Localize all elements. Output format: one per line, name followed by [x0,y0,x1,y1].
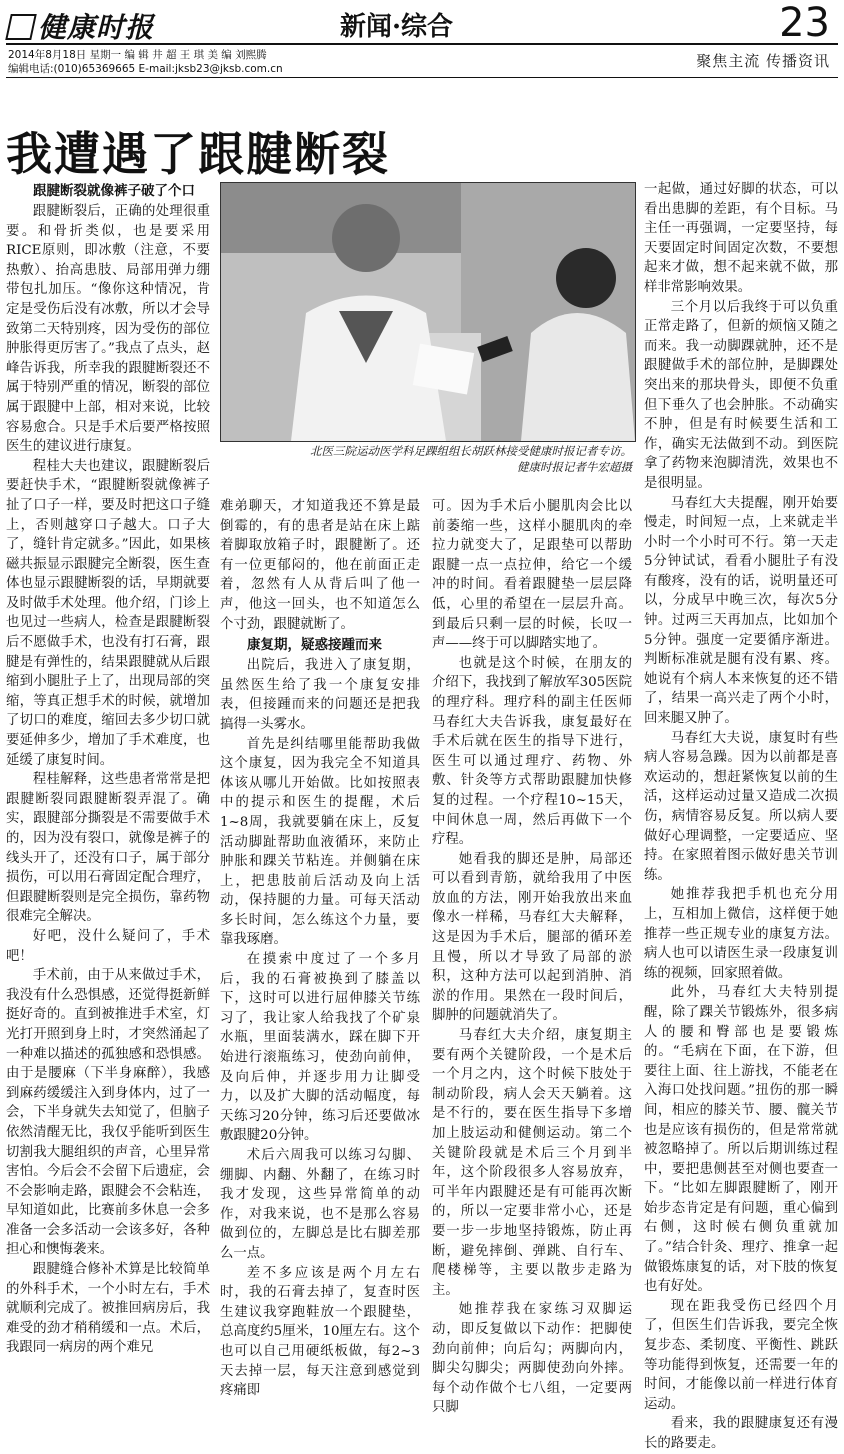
editor-contact: 编辑电话:(010)65369665 E-mail:jksb23@jksb.com.cn [8,63,283,75]
article-paragraph: 此外，马春红大夫特别提醒，除了踝关节锻炼外，很多病人的腰和臀部也是要锻炼的。“毛病在下面，在下游，但要往上面、往上游找，不能老在入海口处找问题。”扭伤的那一瞬间，相应的膝关节、腰、髋关节也是应该有损伤的，但是常常就被忽略掉了。所以后期训练过程中，要把患侧甚至对侧也要查一下。“比如左脚跟腱断了，刚开始步态肯定是有问题，重心偏到右侧，这时候右侧负重就加了。”结合针灸、理疗、推拿一起做锻炼康复的话，对下肢的恢复也有好处。 [644,985,838,1295]
article-paragraph: 跟腱缝合修补术算是比较简单的外科手术，一个小时左右，手术就顺利完成了。被推回病房后，我难受的劲才稍稍缓和一点。术后，我跟同一病房的两个难兄 [6,1262,210,1356]
article-paragraph: 马春红大夫提醒，刚开始要慢走，时间短一点，上来就走半小时一个小时可不行。第一天走5分钟试试，看看小腿肚子有没有酸疼，没有的话，说明量还可以，分成早中晚三次，每次5分钟。过两三天再加点，比如加个5分钟。强度一定要循序渐进。判断标准就是腿有没有累、疼。她说有个病人本来恢复的还不错了，结果一高兴走了两个小时，回来腿又肿了。 [644,495,838,727]
photo-caption-line: 北医三院运动医学科足踝组组长胡跃林接受健康时报记者专访。 [310,444,632,458]
article-paragraph: 程桂解释，这些患者常常是把跟腱断裂同跟腱断裂弄混了。确实，跟腱部分撕裂是不需要做手术的，因为没有裂口，就像是裤子的线头开了，还没有口子，属于部分损伤，可以用石膏固定配合理疗，但跟腱断裂则是完全损伤，靠药物很难完全解决。 [6,772,210,925]
article-paragraph: 她看我的脚还是肿，局部还可以看到青筋，就给我用了中医放血的方法，刚开始我放出来血像水一样稀，马春红大夫解释，这是因为手术后，腿部的循环差且慢，所以才导致了局部的淤积，这种方法可以起到消肿、消淤的作用。果然在一段时间后，脚肿的问题就消失了。 [432,851,632,1024]
article-paragraph: 出院后，我进入了康复期，虽然医生给了我一个康复安排表，但接踵而来的问题还是把我搞得一头雾水。 [220,658,420,732]
article-paragraph: 好吧，没什么疑问了，手术吧！ [6,928,210,964]
section-slogan: 聚焦主流 传播资讯 [696,52,830,70]
article-paragraph: 也就是这个时候，在朋友的介绍下，我找到了解放军305医院的理疗科。理疗科的副主任医师马春红大夫告诉我，康复最好在手术后就在医生的指导下进行，医生可以通过理疗、药物、外敷、针灸等方式帮助跟腱加快修复的过程。一个疗程10~15天，中间休息一周，然后再做下一个疗程。 [432,655,632,848]
section-name: 新闻·综合 [340,12,454,42]
masthead [0,0,844,78]
article-paragraph: 术后六周我可以练习勾脚、绷脚、内翻、外翻了，在练习时我才发现，这些异常简单的动作，对我来说，也不是那么容易做到位的，左脚总是比右脚差那么一点。 [220,1148,420,1261]
article-photo [220,182,636,442]
article-paragraph: 她推荐我在家练习双脚运动，即反复做以下动作：把脚使劲向前伸；向后勾；两脚向内，脚尖勾脚尖；两脚使劲向外摔。每个动作做个七八组，一定要两只脚 [432,1302,632,1416]
section-subheading: 跟腱断裂就像裤子破了个口 [33,183,195,199]
article-paragraph: 三个月以后我终于可以负重正常走路了，但新的烦恼又随之而来。我一动脚踝就肿，还不是跟腱做手术的部位肿，是脚踝处突出来的那块骨头，即便不负重但下垂久了也会肿胀。不动确实不肿，但是有时候要生活和工作，确实无法做到不动。到医院拿了药物来泡脚清洗，效果也不是很明显。 [644,299,838,491]
article-paragraph: 跟腱断裂后，正确的处理很重要。和骨折类似，也是要采用RICE原则，即冰敷（注意，不要热敷）、抬高患肢、局部用弹力绷带包扎加压。“像你这种情况，肯定是受伤后没有冰敷，所以才会导致第二天特别疼，因为受伤的部位肿胀得更厉害了。”我点了点头，赵峰告诉我，所幸我的跟腱断裂还不属于特别严重的情况，断裂的部位属于跟腱中上部，相对来说，比较容易愈合。只是手术后要严格按照医生的建议进行康复。 [6,204,210,455]
article-column-2 [220,497,420,1399]
article-paragraph: 程桂大夫也建议，跟腱断裂后要赶快手术，“跟腱断裂就像裤子扯了口子一样，要及时把这口子缝上，否则越穿口子越大。口子大了，缝针肯定就多。”因此，如果核磁共振显示跟腱完全断裂，医生查体也显示跟腱断裂的话，早期就要及时做手术处理。他介绍，门诊上也见过一些病人，检查是跟腱断裂后不愿做手术，也没有打石膏，跟腱是有弹性的，结果跟腱就从后跟缩到小腿肚子上了，出现局部的突缩，等真正想手术的时候，就增加了切口的难度，缩回去多少切口就要延伸多少，增加了手术难度，也延缓了康复时间。 [6,458,210,768]
newspaper-logo [8,6,154,46]
article-paragraph: 一起做，通过好脚的状态，可以看出患脚的差距，有个目标。马主任一再强调，一定要坚持，每天要固定时间固定次数，不要想起来才做，想不起来就不做，那样非常影响效果。 [644,182,838,295]
article-paragraph: 马春红大夫介绍，康复期主要有两个关键阶段，一个是术后一个月之内，这个时候下肢处于制动阶段，病人会天天躺着。这是不行的，要在医生指导下多增加上肢运动和健侧运动。第二个关键阶段就是术后三个月到半年，这个阶段很多人容易放弃，可半年内跟腱还是有可能再次断的，所以一定要非常小心，还是要一步一步地坚持锻炼，防止再断，避免摔倒、弹跳、自行车、爬楼梯等，主要以散步走路为主。 [432,1028,632,1298]
article-paragraph: 差不多应该是两个月左右时，我的石膏去掉了，复查时医生建议我穿跑鞋放一个跟腱垫，总高度约5厘米，10厘左右。这个也可以自己用硬纸板做，每2~3天去掉一层，每天注意到感觉到疼痛即 [220,1265,420,1399]
photo-credit: 健康时报记者牛宏超摄 [517,460,632,474]
logo-text: 健康时报 [38,11,155,44]
masthead-rule [6,43,838,45]
article-paragraph: 现在距我受伤已经四个月了，但医生们告诉我，要完全恢复步态、柔韧度、平衡性、跳跃等功能得到恢复，还需要一年的时间，才能像以前一样进行体育运动。 [644,1298,838,1412]
section-subheading: 康复期，疑惑接踵而来 [247,637,382,654]
article-paragraph: 在摸索中度过了一个多月后，我的石膏被换到了膝盖以下，这时可以进行屈伸膝关节练习了，我让家人给我找了个矿泉水瓶，里面装满水，踩在脚下开始进行滚瓶练习，使劲向前伸，及向后伸，并逐步用力让脚受力，以及扩大脚的活动幅度，每天练习20分钟，练习后还要做冰敷跟腱20分钟。 [220,952,420,1144]
article-column-4 [644,180,838,1451]
article-headline: 我遭遇了跟腱断裂 [6,126,390,181]
page-number: 23 [779,0,830,46]
article-column-1 [6,180,210,1356]
issue-date-editors: 2014年8月18日 星期一 编 辑 井 超 王 琪 美 编 刘熙腾 [8,49,267,61]
article-paragraph: 看来，我的跟腱康复还有漫长的路要走。 [644,1416,838,1451]
article-paragraph: 手术前，由于从来做过手术，我没有什么恐惧感，还觉得挺新鲜挺好奇的。直到被推进手术室，灯光打开照到身上时，才突然涌起了一种难以描述的孤独感和恐惧感。由于是腰麻（下半身麻醉），我感到麻药缓缓注入到身体内，过了一会，下半身就失去知觉了，但脑子依然清醒无比，我仅乎能听到医生切割我大腿组织的声音，心里异常害怕。今后会不会留下后遗症，会不会影响走路，跟腱会不会粘连，早知道如此，比赛前多休息一会多准备一会多活动一会该多好，各种担心和懊悔袭来。 [6,968,210,1258]
photo-caption [222,443,632,475]
article-column-3 [432,497,632,1416]
article-paragraph: 可。因为手术后小腿肌肉会比以前萎缩一些，这样小腿肌肉的牵拉力就变大了，足跟垫可以帮助跟腱一点一点拉伸，给它一个缓冲的时间。看着跟腱垫一层层降低，心里的希望在一层层升高。到最后只剩一层的时候，长叹一声——终于可以脚踏实地了。 [432,499,632,652]
photo-illustration [221,183,635,441]
article-paragraph: 首先是纠结哪里能帮助我做这个康复，因为我完全不知道具体该从哪儿开始做。比如按照表中的提示和医生的提醒，术后1~8周，我就要躺在床上，反复活动脚趾帮助血液循环，来防止肿胀和踝关节粘连。并侧躺在床上，把患肢前后活动及向上活动，保持腿的力量。可每天活动多长时间，怎么练这个力量，要靠我琢磨。 [220,736,420,948]
article-paragraph: 马春红大夫说，康复时有些病人容易急躁。因为以前都是喜欢运动的，想赶紧恢复以前的生活，这样运动过量又造成二次损伤，病情容易反复。所以病人要做好心理调整，一定要适应、坚持。在家照着图示做好患关节训练。 [644,730,838,883]
logo-mark-icon [5,14,37,40]
masthead-bottom-rule [6,77,838,78]
article-paragraph: 难弟聊天，才知道我还不算是最倒霉的，有的患者是站在床上踮着脚取放箱子时，跟腱断了。还有一位更郁闷的，他在前面正走着，忽然有人从背后叫了他一声，他这一回头，也不知道怎么个寸劲，跟腱就断了。 [220,499,420,632]
article-paragraph: 她推荐我把手机也充分用上，互相加上微信，这样便于她推荐一些正规专业的康复方法。病人也可以请医生录一段康复训练的视频，回家照着做。 [644,887,838,981]
